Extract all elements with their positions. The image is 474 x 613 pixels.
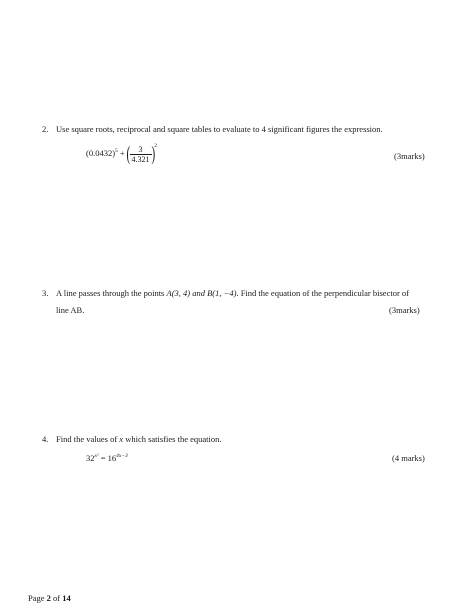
lhs-exponent: x² (94, 453, 99, 459)
page-label: Page (28, 593, 47, 603)
expression-base-exponent: 5 (115, 147, 118, 154)
right-paren: ) (151, 143, 155, 165)
question-3-text-part2: . Find the equation of the perpendicular bisector of (236, 288, 409, 298)
question-4-number: 4. (42, 434, 49, 444)
fraction-numerator: 3 (138, 144, 143, 154)
question-3-text-part1: A line passes through the points (56, 288, 167, 298)
equals-sign: = (98, 453, 108, 463)
question-3-text-line2: line AB. (56, 305, 85, 315)
question-4-marks: (4 marks) (392, 453, 425, 463)
fraction-exponent: 2 (154, 142, 157, 149)
question-4-text-part1: Find the values of (56, 434, 120, 444)
question-2-text: Use square roots, reciprocal and square tables to evaluate to 4 significant figures the expression. (56, 124, 383, 134)
rhs-base: 16 (107, 453, 117, 463)
expression-plus: + (119, 147, 125, 158)
page-number: 2 (46, 593, 51, 603)
rhs-exponent: 4x−3 (116, 453, 128, 459)
question-2-expression (86, 144, 157, 164)
variable-x: x (119, 434, 124, 444)
point-a: A(3, 4) (166, 288, 191, 298)
of-label: of (50, 593, 63, 603)
question-3-marks: (3marks) (389, 305, 420, 315)
fraction-denominator: 4.321 (131, 154, 150, 164)
page-total: 14 (62, 593, 71, 603)
left-paren: ( (126, 143, 131, 165)
expression-base: (0.0432) (86, 147, 116, 158)
page-footer (28, 593, 71, 603)
question-4-equation (86, 453, 128, 463)
expression-fraction (130, 145, 152, 164)
point-b: B(1, −4) (207, 288, 237, 298)
question-2-marks: (3marks) (394, 151, 425, 161)
question-2-number: 2. (42, 124, 49, 134)
lhs-base: 32 (86, 453, 95, 463)
question-3-number: 3. (42, 288, 49, 298)
and-word: and (190, 288, 208, 298)
question-3-text (56, 288, 409, 298)
question-4-text (56, 434, 222, 444)
question-4-text-part2: which satisfies the equation. (123, 434, 222, 444)
